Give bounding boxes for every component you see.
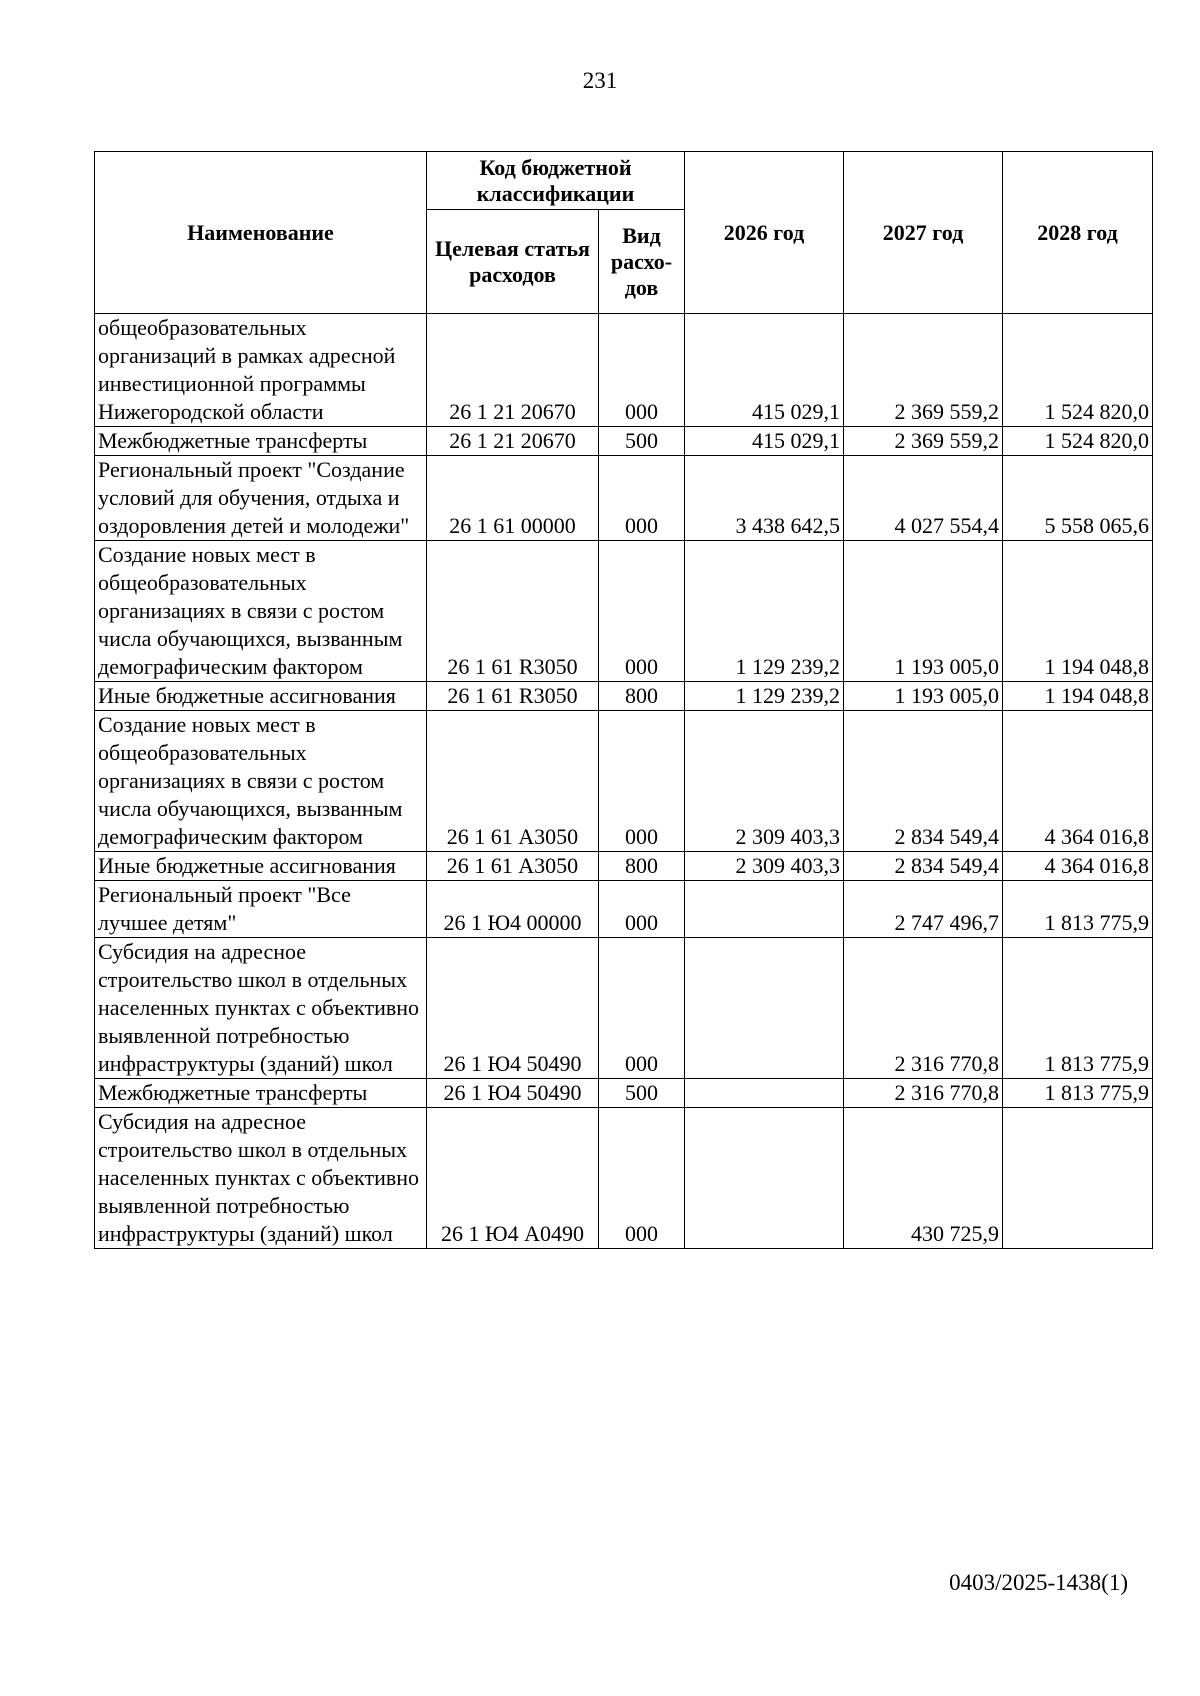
cell-2027: 1 193 005,0 xyxy=(844,682,1003,711)
cell-target-article: 26 1 Ю4 00000 xyxy=(427,881,599,938)
cell-name: Иные бюджетные ассигнования xyxy=(95,852,427,881)
cell-name: Создание новых мест в общеобразовательных организациях в связи с ростом числа обучающихся, вызванным демографическим фактором xyxy=(95,541,427,682)
cell-2028: 5 558 065,6 xyxy=(1003,456,1153,541)
cell-name: общеобразовательных организаций в рамках адресной инвестиционной программы Нижегородской области xyxy=(95,314,427,427)
column-header-expense-type: Вид расхо-дов xyxy=(599,210,685,314)
cell-target-article: 26 1 61 А3050 xyxy=(427,711,599,852)
cell-2026: 415 029,1 xyxy=(685,427,844,456)
cell-2026: 2 309 403,3 xyxy=(685,711,844,852)
cell-name: Региональный проект "Создание условий для обучения, отдыха и оздоровления детей и молодежи" xyxy=(95,456,427,541)
cell-2027: 2 316 770,8 xyxy=(844,1079,1003,1108)
document-number: 0403/2025-1438(1) xyxy=(949,1570,1128,1595)
cell-2027: 2 369 559,2 xyxy=(844,314,1003,427)
cell-target-article: 26 1 21 20670 xyxy=(427,314,599,427)
cell-expense-type: 000 xyxy=(599,456,685,541)
column-header-2026: 2026 год xyxy=(685,152,844,314)
cell-2027: 2 834 549,4 xyxy=(844,852,1003,881)
cell-2028: 1 194 048,8 xyxy=(1003,541,1153,682)
budget-table xyxy=(94,151,1153,1249)
cell-2026: 2 309 403,3 xyxy=(685,852,844,881)
cell-2027: 2 834 549,4 xyxy=(844,711,1003,852)
table-row xyxy=(95,711,1153,852)
cell-2028: 4 364 016,8 xyxy=(1003,852,1153,881)
cell-name: Региональный проект "Все лучшее детям" xyxy=(95,881,427,938)
cell-target-article: 26 1 Ю4 50490 xyxy=(427,1079,599,1108)
cell-target-article: 26 1 61 R3050 xyxy=(427,541,599,682)
cell-2027: 2 747 496,7 xyxy=(844,881,1003,938)
cell-2026 xyxy=(685,881,844,938)
cell-2028: 1 524 820,0 xyxy=(1003,314,1153,427)
cell-2028: 1 813 775,9 xyxy=(1003,1079,1153,1108)
cell-expense-type: 500 xyxy=(599,427,685,456)
cell-2027: 2 316 770,8 xyxy=(844,938,1003,1079)
cell-name: Межбюджетные трансферты xyxy=(95,427,427,456)
cell-2026 xyxy=(685,1108,844,1249)
column-header-target-article: Целевая статья расходов xyxy=(427,210,599,314)
cell-expense-type: 800 xyxy=(599,682,685,711)
column-header-2027: 2027 год xyxy=(844,152,1003,314)
table-row xyxy=(95,1079,1153,1108)
cell-expense-type: 000 xyxy=(599,881,685,938)
table-row xyxy=(95,456,1153,541)
cell-target-article: 26 1 61 А3050 xyxy=(427,852,599,881)
cell-2026: 1 129 239,2 xyxy=(685,682,844,711)
cell-2028: 1 524 820,0 xyxy=(1003,427,1153,456)
cell-name: Иные бюджетные ассигнования xyxy=(95,682,427,711)
cell-expense-type: 000 xyxy=(599,541,685,682)
cell-2026: 1 129 239,2 xyxy=(685,541,844,682)
cell-target-article: 26 1 Ю4 А0490 xyxy=(427,1108,599,1249)
table-row xyxy=(95,541,1153,682)
table-row xyxy=(95,938,1153,1079)
cell-expense-type: 000 xyxy=(599,938,685,1079)
column-header-2028: 2028 год xyxy=(1003,152,1153,314)
cell-expense-type: 000 xyxy=(599,711,685,852)
cell-name: Межбюджетные трансферты xyxy=(95,1079,427,1108)
cell-2027: 430 725,9 xyxy=(844,1108,1003,1249)
cell-name: Субсидия на адресное строительство школ в отдельных населенных пунктах с объективно выявленной потребностью инфраструктуры (зданий) школ xyxy=(95,1108,427,1249)
cell-name: Создание новых мест в общеобразовательных организациях в связи с ростом числа обучающихся, вызванным демографическим фактором xyxy=(95,711,427,852)
table-row xyxy=(95,427,1153,456)
cell-target-article: 26 1 61 R3050 xyxy=(427,682,599,711)
table-row xyxy=(95,852,1153,881)
cell-2026: 3 438 642,5 xyxy=(685,456,844,541)
table-body xyxy=(95,314,1153,1249)
page-number: 231 xyxy=(582,68,618,93)
cell-2027: 2 369 559,2 xyxy=(844,427,1003,456)
cell-2027: 4 027 554,4 xyxy=(844,456,1003,541)
cell-2028: 1 813 775,9 xyxy=(1003,938,1153,1079)
cell-expense-type: 800 xyxy=(599,852,685,881)
column-header-code-group: Код бюджетной классификации xyxy=(427,152,685,210)
column-header-name: Наименование xyxy=(95,152,427,314)
cell-2028: 1 813 775,9 xyxy=(1003,881,1153,938)
table-row xyxy=(95,682,1153,711)
cell-target-article: 26 1 61 00000 xyxy=(427,456,599,541)
cell-2028 xyxy=(1003,1108,1153,1249)
cell-expense-type: 000 xyxy=(599,314,685,427)
cell-target-article: 26 1 Ю4 50490 xyxy=(427,938,599,1079)
cell-expense-type: 500 xyxy=(599,1079,685,1108)
table-row xyxy=(95,1108,1153,1249)
cell-2026: 415 029,1 xyxy=(685,314,844,427)
cell-2028: 1 194 048,8 xyxy=(1003,682,1153,711)
table-row xyxy=(95,314,1153,427)
cell-expense-type: 000 xyxy=(599,1108,685,1249)
cell-2027: 1 193 005,0 xyxy=(844,541,1003,682)
cell-2026 xyxy=(685,1079,844,1108)
cell-2028: 4 364 016,8 xyxy=(1003,711,1153,852)
cell-name: Субсидия на адресное строительство школ в отдельных населенных пунктах с объективно выявленной потребностью инфраструктуры (зданий) школ xyxy=(95,938,427,1079)
cell-2026 xyxy=(685,938,844,1079)
table-row xyxy=(95,881,1153,938)
cell-target-article: 26 1 21 20670 xyxy=(427,427,599,456)
